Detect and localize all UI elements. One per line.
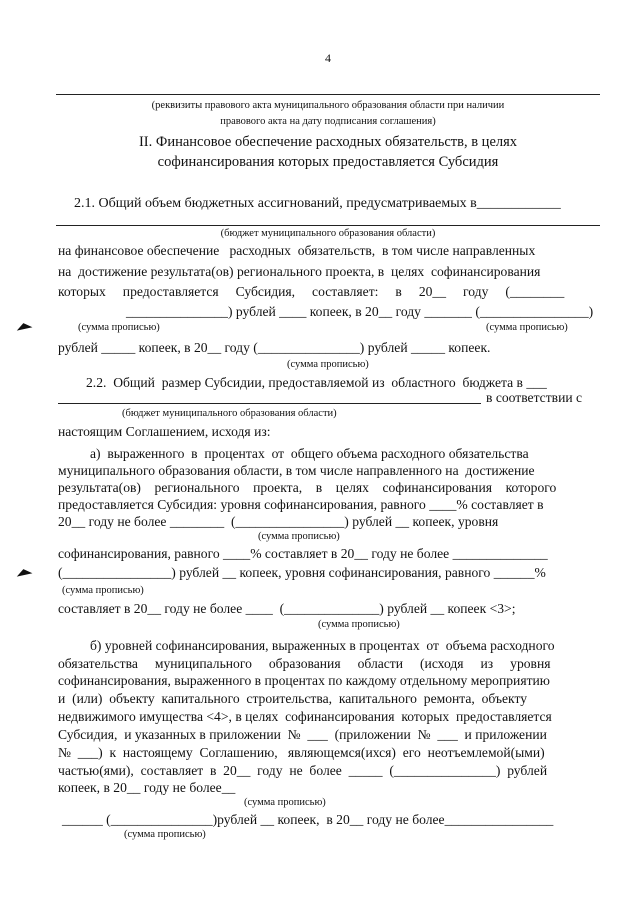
p21-line-3: на достижение результата(ов) регионального проекта, в целях софинансирования <box>58 264 541 279</box>
pb-line-10: ______ (_______________)рублей __ копеек, в 20__ году не более________________ <box>62 812 554 827</box>
p21-line-2: на финансовое обеспечение расходных обязательств, в том числе направленных <box>58 243 536 258</box>
pa-line-7: (________________) рублей __ копеек, уровня софинансирования, равного ______% <box>58 565 546 580</box>
p22-line-2: в соответствии с <box>486 390 583 405</box>
pb-amount-caption-2: (сумма прописью) <box>124 829 206 840</box>
pa-line-1: а) выраженного в процентах от общего объема расходного обязательства <box>90 446 529 461</box>
requisites-caption-line-1: (реквизиты правового акта муниципального образования области при наличии <box>151 100 505 111</box>
p22-line-3: настоящим Соглашением, исходя из: <box>58 424 271 439</box>
pb-line-6: Субсидия, и указанных в приложении № ___ (приложении № ___ и приложении <box>58 727 547 742</box>
pa-line-8: составляет в 20__ году не более ____ (______________) рублей __ копеек <3>; <box>58 601 516 616</box>
p21-amount-caption-a: (сумма прописью) <box>78 322 160 333</box>
margin-mark-icon <box>16 567 33 576</box>
pb-line-2: обязательства муниципального образования области (исходя из уровня <box>58 656 551 671</box>
requisites-underline <box>56 94 600 95</box>
p21-amount-caption-c: (сумма прописью) <box>287 359 369 370</box>
pa-line-6: софинансирования, равного ____% составляет в 20__ году не более ______________ <box>58 546 548 561</box>
p21-line-1: 2.1. Общий объем бюджетных ассигнований, предусматриваемых в____________ <box>74 196 561 211</box>
margin-mark-icon <box>16 321 33 330</box>
p21-amount-caption-b: (сумма прописью) <box>486 322 568 333</box>
p22-budget-caption: (бюджет муниципального образования области) <box>122 408 337 419</box>
p22-line-1: 2.2. Общий размер Субсидии, предоставляемой из областного бюджета в ___ <box>86 375 547 390</box>
pa-line-4: предоставляется Субсидия: уровня софинансирования, равного ____% составляет в <box>58 497 544 512</box>
p21-budget-underline <box>56 225 600 226</box>
section-title-line-2: софинансирования которых предоставляется Субсидия <box>157 154 499 170</box>
p21-line-4: которых предоставляется Субсидия, составляет: в 20__ году (________ <box>58 284 565 299</box>
p22-budget-underline <box>58 403 481 404</box>
pa-line-3: результата(ов) регионального проекта, в целях софинансирования которого <box>58 480 557 495</box>
pb-line-3: софинансирования, выраженного в процентах по каждому отдельному мероприятию <box>58 673 550 688</box>
pb-line-5: недвижимого имущества <4>, в целях софинансирования которых предоставляется <box>58 709 552 724</box>
p21-line-5: _______________) рублей ____ копеек, в 20__ году _______ (________________) <box>126 304 594 319</box>
pb-line-1: б) уровней софинансирования, выраженных в процентах от объема расходного <box>90 638 555 653</box>
pb-amount-caption-1: (сумма прописью) <box>244 797 326 808</box>
pa-amount-caption-3: (сумма прописью) <box>318 619 400 630</box>
pa-line-5: 20__ году не более ________ (________________) рублей __ копеек, уровня <box>58 514 499 529</box>
requisites-caption-line-2: правового акта на дату подписания соглашения) <box>220 116 436 127</box>
pb-line-8: частью(ями), составляет в 20__ году не более _____ (_______________) рублей <box>58 763 548 778</box>
pb-line-9: копеек, в 20__ году не более__ <box>58 780 236 795</box>
pa-amount-caption-1: (сумма прописью) <box>258 531 340 542</box>
page-number: 4 <box>325 51 331 65</box>
section-title-line-1: II. Финансовое обеспечение расходных обязательств, в целях <box>138 134 518 150</box>
pa-amount-caption-2: (сумма прописью) <box>62 585 144 596</box>
pa-line-2: муниципального образования области, в том числе направленного на достижение <box>58 463 535 478</box>
pb-line-4: и (или) объекту капитального строительства, капитального ремонта, объекту <box>58 691 528 706</box>
pb-line-7: № ___) к настоящему Соглашению, являющемся(ихся) его неотъемлемой(ыми) <box>58 745 545 760</box>
p21-budget-caption: (бюджет муниципального образования области) <box>220 228 436 239</box>
p21-line-6: рублей _____ копеек, в 20__ году (_______________) рублей _____ копеек. <box>58 340 491 355</box>
